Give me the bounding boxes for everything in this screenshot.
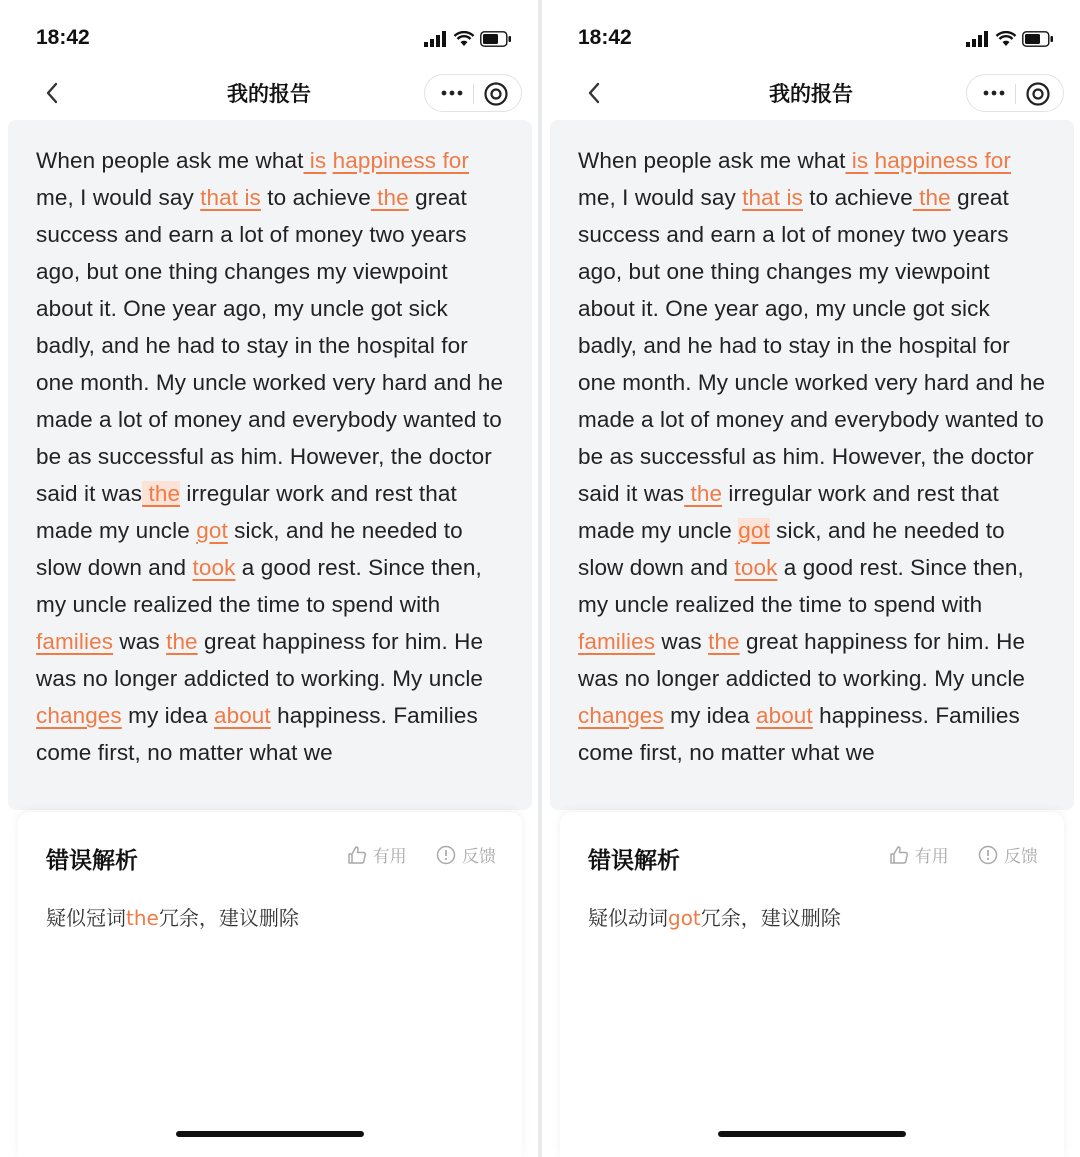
capsule-divider bbox=[1015, 84, 1016, 104]
phone-screen-left bbox=[0, 0, 538, 1157]
essay-content bbox=[8, 120, 532, 810]
error-highlight[interactable]: the bbox=[708, 629, 740, 654]
error-highlight[interactable]: took bbox=[192, 555, 236, 580]
thumbs-up-icon bbox=[347, 845, 367, 865]
sheet-actions bbox=[865, 842, 1038, 870]
error-highlight[interactable]: is bbox=[303, 148, 327, 173]
essay-segment: my idea bbox=[121, 703, 214, 728]
error-highlight[interactable]: the bbox=[684, 481, 723, 506]
error-highlight[interactable]: that is bbox=[200, 185, 261, 210]
status-time: 18:42 bbox=[36, 26, 90, 49]
warning-circle-icon bbox=[436, 845, 456, 865]
sheet-actions bbox=[323, 842, 496, 870]
status-bar bbox=[542, 0, 1080, 72]
sheet-title: 错误解析 bbox=[46, 848, 138, 874]
essay-segment: irregular work and rest that made my uncle bbox=[36, 481, 457, 543]
feedback-button[interactable] bbox=[978, 842, 1038, 867]
error-highlight[interactable]: took bbox=[734, 555, 778, 580]
useful-button[interactable] bbox=[889, 842, 949, 867]
error-highlight[interactable]: that is bbox=[742, 185, 803, 210]
useful-label: 有用 bbox=[372, 847, 407, 867]
error-message-prefix: 疑似动词 bbox=[588, 906, 668, 930]
feedback-label: 反馈 bbox=[462, 847, 496, 867]
error-highlight[interactable]: changes bbox=[36, 703, 122, 728]
mini-program-capsule bbox=[966, 74, 1064, 112]
mini-program-capsule bbox=[424, 74, 522, 112]
home-indicator bbox=[718, 1131, 906, 1137]
error-highlight[interactable]: the bbox=[142, 481, 181, 506]
warning-circle-icon bbox=[978, 845, 998, 865]
error-highlight[interactable]: the bbox=[912, 185, 951, 210]
thumbs-up-icon bbox=[889, 845, 909, 865]
signal-icon bbox=[966, 31, 990, 47]
error-message-prefix: 疑似冠词 bbox=[46, 906, 126, 930]
essay-segment: me, I would say bbox=[578, 185, 743, 210]
essay-segment: When people ask me what bbox=[36, 148, 304, 173]
useful-label: 有用 bbox=[914, 847, 949, 867]
essay-segment: happiness. Families come first, no matter what we bbox=[36, 703, 478, 765]
error-highlight[interactable]: got bbox=[738, 518, 770, 543]
signal-icon bbox=[424, 31, 448, 47]
more-icon[interactable] bbox=[981, 81, 1007, 105]
navbar bbox=[542, 72, 1080, 116]
error-highlight[interactable]: changes bbox=[578, 703, 664, 728]
error-highlight[interactable]: about bbox=[755, 703, 813, 728]
error-message bbox=[588, 902, 841, 931]
error-highlight[interactable]: families bbox=[36, 629, 114, 654]
error-analysis-sheet bbox=[18, 812, 522, 1157]
essay-segment: was bbox=[655, 629, 709, 654]
essay-segment: When people ask me what bbox=[578, 148, 846, 173]
error-highlight[interactable]: happiness for bbox=[332, 148, 470, 173]
wifi-icon bbox=[995, 31, 1017, 47]
essay-segment: happiness. Families come first, no matter what we bbox=[578, 703, 1020, 765]
sheet-title: 错误解析 bbox=[588, 848, 680, 874]
error-highlight[interactable]: is bbox=[845, 148, 869, 173]
navbar bbox=[0, 72, 538, 116]
phone-screen-right bbox=[542, 0, 1080, 1157]
page-title: 我的报告 bbox=[227, 82, 311, 106]
error-message-suffix: 冗余，建议删除 bbox=[700, 906, 841, 930]
battery-icon bbox=[1022, 31, 1054, 47]
error-message-suffix: 冗余，建议删除 bbox=[158, 906, 299, 930]
essay-segment: irregular work and rest that made my uncle bbox=[578, 481, 999, 543]
error-word: got bbox=[668, 906, 701, 930]
status-time: 18:42 bbox=[578, 26, 632, 49]
essay-text bbox=[36, 142, 504, 771]
essay-segment: great success and earn a lot of money two years ago, but one thing changes my viewpoint about it. One year ago, my uncle got sick badly, and he had to stay in the hospital for one month. My uncle worked very hard and he made a lot of money and everybody wanted to be as successful as him. However, the doctor said it was bbox=[578, 185, 1046, 506]
wifi-icon bbox=[453, 31, 475, 47]
close-icon[interactable] bbox=[483, 81, 509, 107]
error-analysis-sheet bbox=[560, 812, 1064, 1157]
essay-content bbox=[550, 120, 1074, 810]
status-icons bbox=[966, 28, 1054, 48]
useful-button[interactable] bbox=[347, 842, 407, 867]
essay-segment: sick, and he needed to slow down and bbox=[578, 518, 1005, 580]
essay-segment: my idea bbox=[663, 703, 756, 728]
error-highlight[interactable]: got bbox=[196, 518, 228, 543]
error-highlight[interactable]: the bbox=[166, 629, 198, 654]
essay-segment: sick, and he needed to slow down and bbox=[36, 518, 463, 580]
error-message bbox=[46, 902, 299, 931]
error-highlight[interactable]: about bbox=[213, 703, 271, 728]
page-title: 我的报告 bbox=[769, 82, 853, 106]
essay-segment: was bbox=[113, 629, 167, 654]
essay-segment: to achieve bbox=[802, 185, 913, 210]
essay-segment: great happiness for him. He was no longer addicted to working. My uncle bbox=[36, 629, 484, 691]
essay-segment: great happiness for him. He was no longer addicted to working. My uncle bbox=[578, 629, 1026, 691]
essay-segment: great success and earn a lot of money two years ago, but one thing changes my viewpoint about it. One year ago, my uncle got sick badly, and he had to stay in the hospital for one month. My uncle worked very hard and he made a lot of money and everybody wanted to be as successful as him. However, the doctor said it was bbox=[36, 185, 504, 506]
error-word: the bbox=[126, 906, 159, 930]
essay-segment: a good rest. Since then, my uncle realized the time to spend with bbox=[36, 555, 482, 617]
essay-segment: to achieve bbox=[260, 185, 371, 210]
home-indicator bbox=[176, 1131, 364, 1137]
essay-segment: me, I would say bbox=[36, 185, 201, 210]
feedback-label: 反馈 bbox=[1004, 847, 1038, 867]
more-icon[interactable] bbox=[439, 81, 465, 105]
close-icon[interactable] bbox=[1025, 81, 1051, 107]
status-icons bbox=[424, 28, 512, 48]
status-bar bbox=[0, 0, 538, 72]
error-highlight[interactable]: the bbox=[370, 185, 409, 210]
feedback-button[interactable] bbox=[436, 842, 496, 867]
essay-text bbox=[578, 142, 1046, 771]
capsule-divider bbox=[473, 84, 474, 104]
battery-icon bbox=[480, 31, 512, 47]
essay-segment: a good rest. Since then, my uncle realized the time to spend with bbox=[578, 555, 1024, 617]
error-highlight[interactable]: families bbox=[578, 629, 656, 654]
error-highlight[interactable]: happiness for bbox=[874, 148, 1012, 173]
